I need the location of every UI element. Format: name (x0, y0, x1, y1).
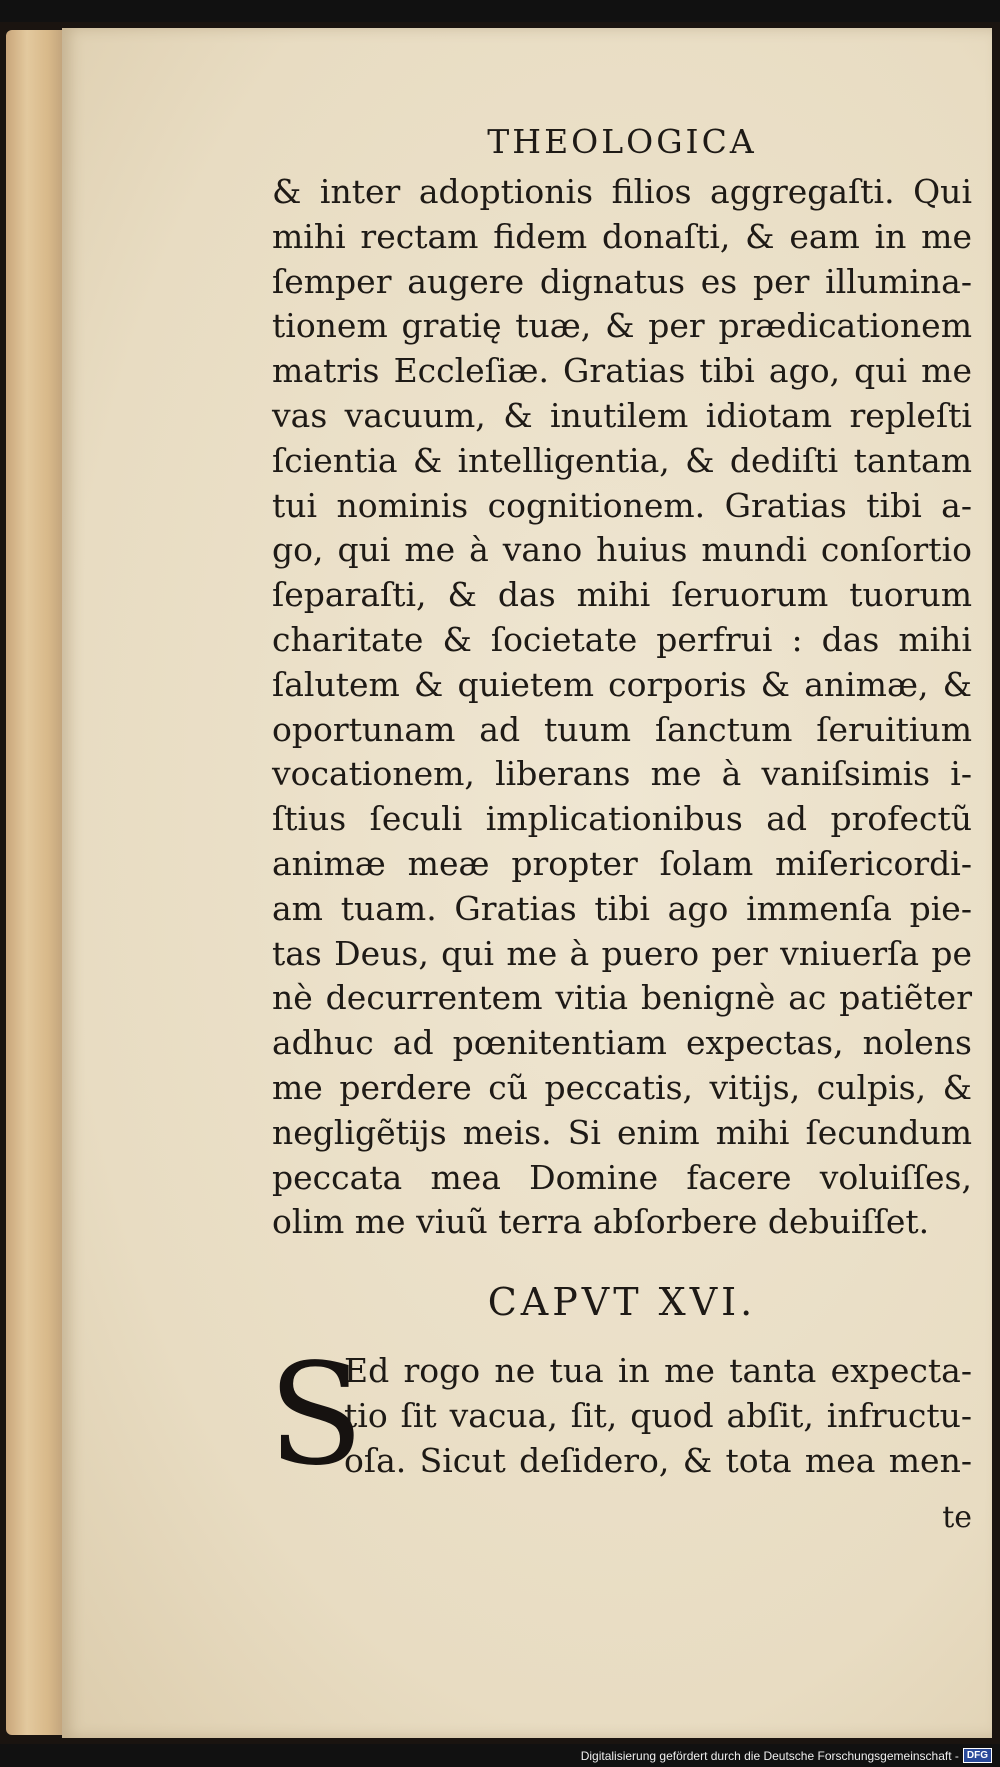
text-line: oportunam ad tuum ſanctum ſeruitium (272, 709, 972, 749)
credit-text: Digitalisierung gefördert durch die Deutsche Forschungsgemeinschaft - (580, 1748, 959, 1763)
running-title: THEOLOGICA (487, 122, 757, 161)
text-line: ſalutem & quietem corporis & animæ, & (272, 664, 972, 704)
text-line: go, qui me à vano huius mundi conſortio (272, 530, 972, 570)
text-line: vas vacuum, & inutilem idiotam repleſti (272, 395, 972, 435)
body-text (272, 170, 972, 1245)
text-line: me perdere cũ peccatis, vitijs, culpis, & (272, 1067, 972, 1107)
text-line: olim me viuũ terra abſorbere debuiſſet. (272, 1202, 930, 1242)
text-line: ſtius ſeculi implicationibus ad profectũ (272, 799, 972, 839)
dfg-logo: DFG (963, 1748, 992, 1763)
chapter-text-line: Ed rogo ne tua in me tanta expecta- (344, 1351, 972, 1391)
text-line: am tuam. Gratias tibi ago immenſa pie- (272, 888, 972, 928)
chapter-text-line: tio ſit vacua, ſit, quod abſit, infructu- (344, 1395, 972, 1435)
chapter-text-line: oſa. Sicut deſidero, & tota mea men- (344, 1440, 972, 1480)
text-line: negligẽtijs meis. Si enim mihi ſecundum (272, 1112, 972, 1152)
page-content (268, 120, 972, 1540)
text-line: vocationem, liberans me à vaniſsimis i- (272, 754, 972, 794)
text-line: peccata mea Domine facere voluiſſes, (272, 1157, 972, 1197)
book-spine-edge (6, 30, 66, 1735)
text-line: charitate & ſocietate perfrui : das mihi (272, 619, 972, 659)
text-line: mihi rectam fidem donaſti, & eam in me (272, 216, 972, 256)
drop-cap: S (268, 1334, 364, 1498)
text-line: matris Eccleſiæ. Gratias tibi ago, qui me (272, 351, 972, 391)
text-line: animæ meæ propter ſolam miſericordi- (272, 843, 972, 883)
chapter-text (344, 1349, 972, 1483)
text-line: ſcientia & intelligentia, & dediſti tantam (272, 440, 972, 480)
text-line: tui nominis cognitionem. Gratias tibi a- (272, 485, 972, 525)
book-page (62, 28, 992, 1738)
text-line: nè decurrentem vitia benignè ac patiẽter (272, 978, 972, 1018)
digitization-credit (581, 1748, 992, 1763)
text-line: ſemper augere dignatus es per illumina- (272, 261, 972, 301)
text-line: ſeparaſti, & das mihi ſeruorum tuorum (272, 575, 972, 615)
text-line: tionem gratię tuæ, & per prædicationem (272, 306, 972, 346)
chapter-heading: CAPVT XVI. (487, 1280, 757, 1325)
catchword: te (942, 1499, 972, 1535)
scanned-page-frame (0, 22, 1000, 1744)
text-line: tas Deus, qui me à puero per vniuerſa pe (272, 933, 972, 973)
text-line: adhuc ad pœnitentiam expectas, nolens (272, 1023, 972, 1063)
chapter-opening (268, 1334, 972, 1498)
text-line: & inter adoptionis filios aggregaſti. Qui (272, 172, 972, 211)
